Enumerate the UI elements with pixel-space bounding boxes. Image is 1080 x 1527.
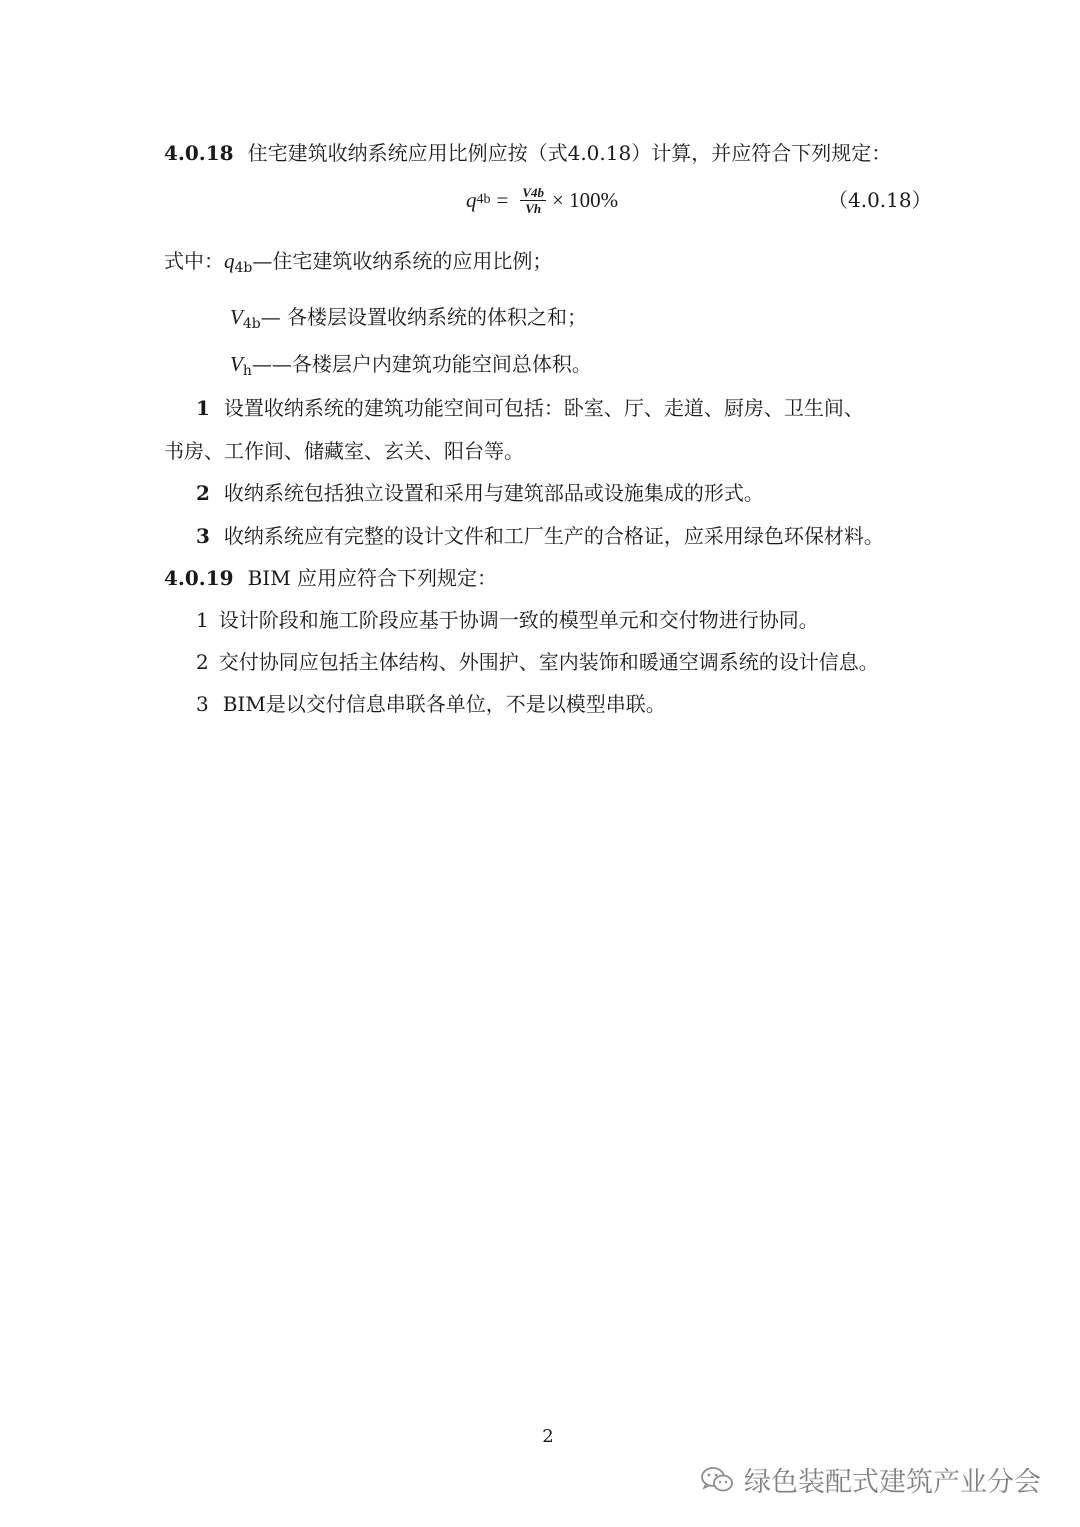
clause-4-0-18-item-3 [196,522,884,550]
item-number: 3 [196,692,209,716]
item-number: 3 [196,524,210,548]
formula-times-percent: × 100% [552,187,619,212]
item-text: 收纳系统应有完整的设计文件和工厂生产的合格证，应采用绿色环保材料。 [223,524,884,548]
clause-4-0-18-item-1-continuation [164,437,524,465]
item-text: 书房、工作间、储藏室、玄关、阳台等。 [164,439,524,463]
item-text: 交付协同应包括主体结构、外围护、室内装饰和暖通空调系统的设计信息。 [218,650,879,674]
item-text: 设计阶段和施工阶段应基于协调一致的模型单元和交付物进行协同。 [218,608,819,632]
formula-lhs-symbol: q [466,187,477,212]
definition-text: ——各楼层户内建筑功能空间总体积。 [251,352,592,376]
definition-v4b [230,303,587,331]
where-prefix: 式中： [164,249,224,273]
item-number: 1 [196,608,209,632]
definition-symbol: V [230,352,243,376]
formula-equals: = [496,187,509,212]
item-text: 收纳系统包括独立设置和采用与建筑部品或设施集成的形式。 [223,481,764,505]
formula-fraction [520,185,546,216]
clause-text: BIM 应用应符合下列规定： [247,566,498,590]
formula-denominator: Vh [525,200,542,216]
watermark [700,1460,1041,1499]
clause-number: 4.0.18 [164,141,234,165]
definition-subscript: h [242,363,252,379]
clause-4-0-18-heading [164,139,891,167]
clause-4-0-19-item-3 [196,690,666,718]
item-number: 2 [196,650,209,674]
clause-4-0-19-item-2 [196,648,879,676]
definition-text: —住宅建筑收纳系统的应用比例； [252,249,553,273]
item-text: 设置收纳系统的建筑功能空间可包括：卧室、厅、走道、厨房、卫生间、 [223,396,864,420]
wechat-icon [700,1466,734,1494]
formula-numerator: V4b [522,184,545,200]
definition-symbol: V [230,305,243,329]
definition-subscript: 4b [234,260,253,276]
page-number: 2 [542,1426,554,1447]
clause-number: 4.0.19 [164,566,234,590]
clause-4-0-19-heading [164,564,497,592]
definition-vh [230,350,592,378]
definition-q4b [164,247,552,275]
definition-text: — 各楼层设置收纳系统的体积之和； [260,305,588,329]
clause-4-0-18-item-2 [196,479,764,507]
definition-symbol: q [224,249,235,273]
clause-4-0-19-item-1 [196,606,819,634]
item-text: BIM是以交付信息串联各单位，不是以模型串联。 [222,692,666,716]
clause-text: 住宅建筑收纳系统应用比例应按（式4.0.18）计算，并应符合下列规定： [247,141,892,165]
formula-4-0-18: q 4b = $\frac{V4b}{Vh}$ × 100% [466,184,619,216]
definition-subscript: 4b [242,316,261,332]
item-number: 1 [196,396,210,420]
clause-4-0-18-item-1 [196,394,864,422]
item-number: 2 [196,481,210,505]
formula-equation-number: （4.0.18） [828,188,932,212]
watermark-text: 绿色装配式建筑产业分会 [744,1467,1041,1498]
